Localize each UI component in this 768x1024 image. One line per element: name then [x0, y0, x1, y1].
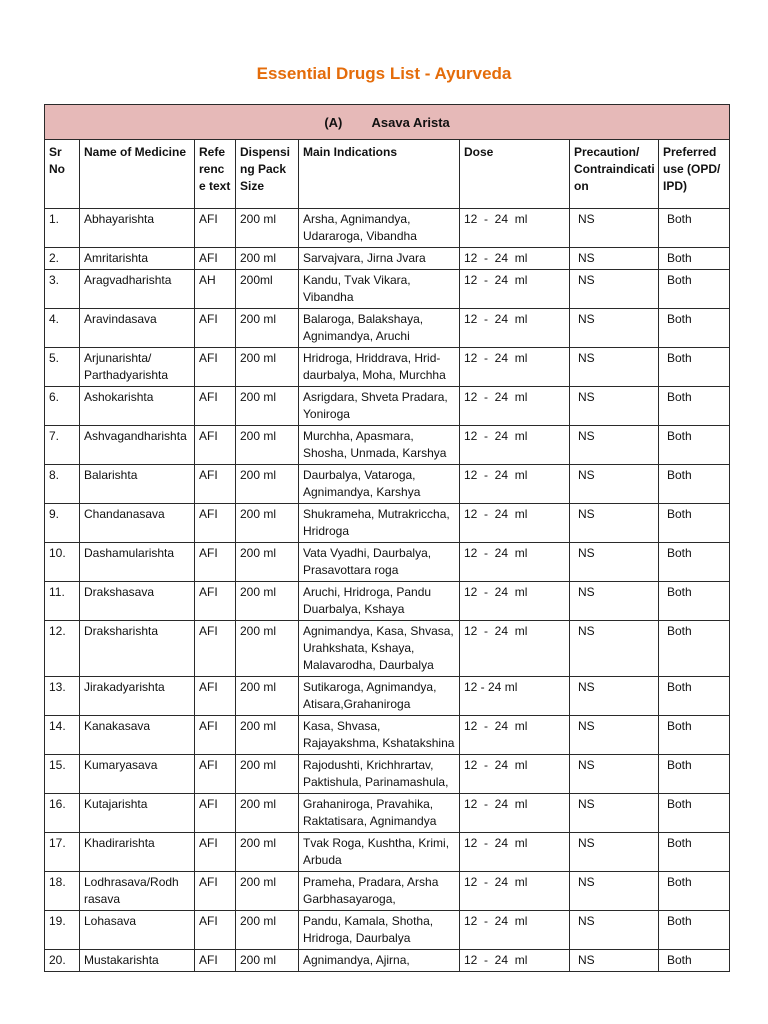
sr-no-cell: 7.: [45, 426, 80, 465]
table-row: [45, 248, 730, 270]
reference-cell: AFI: [195, 387, 236, 426]
medicine-name-cell: Chandanasava: [80, 504, 195, 543]
precaution-cell: NS: [570, 387, 659, 426]
dose-cell: 12 - 24 ml: [460, 950, 570, 972]
pack-size-cell: 200 ml: [236, 504, 299, 543]
table-row: [45, 794, 730, 833]
precaution-cell: NS: [570, 677, 659, 716]
table-row: [45, 465, 730, 504]
preferred-use-cell: Both: [659, 209, 730, 248]
sr-no-cell: 3.: [45, 270, 80, 309]
indications-cell: Kasa, Shvasa, Rajayakshma, Kshatakshina: [299, 716, 460, 755]
section-code: (A): [324, 114, 343, 130]
pack-size-cell: 200 ml: [236, 309, 299, 348]
medicine-name-cell: Dashamularishta: [80, 543, 195, 582]
dose-cell: 12 - 24 ml: [460, 755, 570, 794]
pack-size-cell: 200ml: [236, 270, 299, 309]
header-dose: Dose: [460, 140, 570, 209]
pack-size-cell: 200 ml: [236, 209, 299, 248]
dose-cell: 12 - 24 ml: [460, 543, 570, 582]
table-row: [45, 950, 730, 972]
preferred-use-cell: Both: [659, 543, 730, 582]
sr-no-cell: 4.: [45, 309, 80, 348]
reference-cell: AFI: [195, 582, 236, 621]
indications-cell: Daurbalya, Vataroga, Agnimandya, Karshya: [299, 465, 460, 504]
pack-size-cell: 200 ml: [236, 248, 299, 270]
dose-cell: 12 - 24 ml: [460, 794, 570, 833]
table-row: [45, 309, 730, 348]
preferred-use-cell: Both: [659, 833, 730, 872]
medicine-name-cell: Kutajarishta: [80, 794, 195, 833]
table-row: [45, 755, 730, 794]
pack-size-cell: 200 ml: [236, 872, 299, 911]
medicine-name-cell: Aravindasava: [80, 309, 195, 348]
sr-no-cell: 14.: [45, 716, 80, 755]
indications-cell: Shukrameha, Mutrakriccha, Hridroga: [299, 504, 460, 543]
header-medicine-name: Name of Medicine: [80, 140, 195, 209]
section-heading: [45, 105, 730, 140]
reference-cell: AFI: [195, 755, 236, 794]
preferred-use-cell: Both: [659, 621, 730, 677]
reference-cell: AFI: [195, 911, 236, 950]
indications-cell: Pandu, Kamala, Shotha, Hridroga, Daurbalya: [299, 911, 460, 950]
reference-cell: AFI: [195, 543, 236, 582]
reference-cell: AFI: [195, 716, 236, 755]
sr-no-cell: 9.: [45, 504, 80, 543]
precaution-cell: NS: [570, 209, 659, 248]
preferred-use-cell: Both: [659, 309, 730, 348]
dose-cell: 12 - 24 ml: [460, 504, 570, 543]
indications-cell: Hridroga, Hriddrava, Hrid-daurbalya, Moha, Murchha: [299, 348, 460, 387]
preferred-use-cell: Both: [659, 504, 730, 543]
dose-cell: 12 - 24 ml: [460, 209, 570, 248]
indications-cell: Tvak Roga, Kushtha, Krimi, Arbuda: [299, 833, 460, 872]
preferred-use-cell: Both: [659, 716, 730, 755]
pack-size-cell: 200 ml: [236, 911, 299, 950]
table-row: [45, 426, 730, 465]
table-row: [45, 504, 730, 543]
preferred-use-cell: Both: [659, 270, 730, 309]
pack-size-cell: 200 ml: [236, 426, 299, 465]
precaution-cell: NS: [570, 911, 659, 950]
medicine-name-cell: Abhayarishta: [80, 209, 195, 248]
indications-cell: Agnimandya, Kasa, Shvasa, Urahkshata, Kshaya, Malavarodha, Daurbalya: [299, 621, 460, 677]
section-header-row: [45, 105, 730, 140]
pack-size-cell: 200 ml: [236, 950, 299, 972]
reference-cell: AFI: [195, 426, 236, 465]
pack-size-cell: 200 ml: [236, 794, 299, 833]
medicine-name-cell: Khadirarishta: [80, 833, 195, 872]
medicine-name-cell: Ashokarishta: [80, 387, 195, 426]
medicine-name-cell: Jirakadyarishta: [80, 677, 195, 716]
indications-cell: Grahaniroga, Pravahika, Raktatisara, Agnimandya: [299, 794, 460, 833]
medicine-name-cell: Lohasava: [80, 911, 195, 950]
table-row: [45, 833, 730, 872]
dose-cell: 12 - 24 ml: [460, 833, 570, 872]
sr-no-cell: 2.: [45, 248, 80, 270]
reference-cell: AFI: [195, 794, 236, 833]
header-sr-no: Sr No: [45, 140, 80, 209]
table-row: [45, 543, 730, 582]
medicine-name-cell: Draksharishta: [80, 621, 195, 677]
dose-cell: 12 - 24 ml: [460, 348, 570, 387]
table-body: [45, 209, 730, 972]
pack-size-cell: 200 ml: [236, 677, 299, 716]
medicine-name-cell: Aragvadharishta: [80, 270, 195, 309]
indications-cell: Vata Vyadhi, Daurbalya, Prasavottara roga: [299, 543, 460, 582]
precaution-cell: NS: [570, 270, 659, 309]
reference-cell: AFI: [195, 621, 236, 677]
preferred-use-cell: Both: [659, 582, 730, 621]
document-title: Essential Drugs List - Ayurveda: [256, 64, 512, 83]
header-main-indications: Main Indications: [299, 140, 460, 209]
header-reference-text: Refe renc e text: [195, 140, 236, 209]
reference-cell: AFI: [195, 465, 236, 504]
indications-cell: Balaroga, Balakshaya, Agnimandya, Aruchi: [299, 309, 460, 348]
medicine-name-cell: Kanakasava: [80, 716, 195, 755]
sr-no-cell: 15.: [45, 755, 80, 794]
precaution-cell: NS: [570, 755, 659, 794]
header-pack-size: Dispensi ng Pack Size: [236, 140, 299, 209]
medicine-name-cell: Arjunarishta/ Parthadyarishta: [80, 348, 195, 387]
indications-cell: Asrigdara, Shveta Pradara, Yoniroga: [299, 387, 460, 426]
reference-cell: AFI: [195, 309, 236, 348]
sr-no-cell: 10.: [45, 543, 80, 582]
reference-cell: AFI: [195, 504, 236, 543]
table-row: [45, 677, 730, 716]
drugs-table: [44, 104, 730, 972]
precaution-cell: NS: [570, 426, 659, 465]
table-row: [45, 270, 730, 309]
precaution-cell: NS: [570, 504, 659, 543]
dose-cell: 12 - 24 ml: [460, 582, 570, 621]
preferred-use-cell: Both: [659, 465, 730, 504]
table-row: [45, 872, 730, 911]
indications-cell: Sutikaroga, Agnimandya, Atisara,Grahaniroga: [299, 677, 460, 716]
table-row: [45, 209, 730, 248]
medicine-name-cell: Kumaryasava: [80, 755, 195, 794]
table-row: [45, 582, 730, 621]
pack-size-cell: 200 ml: [236, 465, 299, 504]
indications-cell: Arsha, Agnimandya, Udararoga, Vibandha: [299, 209, 460, 248]
reference-cell: AFI: [195, 950, 236, 972]
sr-no-cell: 8.: [45, 465, 80, 504]
medicine-name-cell: Drakshasava: [80, 582, 195, 621]
column-header-row: [45, 140, 730, 209]
pack-size-cell: 200 ml: [236, 387, 299, 426]
precaution-cell: NS: [570, 872, 659, 911]
dose-cell: 12 - 24 ml: [460, 270, 570, 309]
sr-no-cell: 6.: [45, 387, 80, 426]
preferred-use-cell: Both: [659, 755, 730, 794]
preferred-use-cell: Both: [659, 387, 730, 426]
indications-cell: Prameha, Pradara, Arsha Garbhasayaroga,: [299, 872, 460, 911]
reference-cell: AFI: [195, 677, 236, 716]
sr-no-cell: 11.: [45, 582, 80, 621]
pack-size-cell: 200 ml: [236, 621, 299, 677]
pack-size-cell: 200 ml: [236, 755, 299, 794]
preferred-use-cell: Both: [659, 950, 730, 972]
sr-no-cell: 12.: [45, 621, 80, 677]
sr-no-cell: 20.: [45, 950, 80, 972]
precaution-cell: NS: [570, 248, 659, 270]
indications-cell: Agnimandya, Ajirna,: [299, 950, 460, 972]
dose-cell: 12 - 24 ml: [460, 248, 570, 270]
reference-cell: AFI: [195, 348, 236, 387]
pack-size-cell: 200 ml: [236, 833, 299, 872]
pack-size-cell: 200 ml: [236, 543, 299, 582]
medicine-name-cell: Balarishta: [80, 465, 195, 504]
dose-cell: 12 - 24 ml: [460, 387, 570, 426]
indications-cell: Murchha, Apasmara, Shosha, Unmada, Karshya: [299, 426, 460, 465]
sr-no-cell: 13.: [45, 677, 80, 716]
dose-cell: 12 - 24 ml: [460, 911, 570, 950]
reference-cell: AFI: [195, 872, 236, 911]
table-row: [45, 387, 730, 426]
reference-cell: AFI: [195, 209, 236, 248]
dose-cell: 12 - 24 ml: [460, 677, 570, 716]
indications-cell: Kandu, Tvak Vikara, Vibandha: [299, 270, 460, 309]
dose-cell: 12 - 24 ml: [460, 872, 570, 911]
pack-size-cell: 200 ml: [236, 348, 299, 387]
preferred-use-cell: Both: [659, 872, 730, 911]
precaution-cell: NS: [570, 833, 659, 872]
precaution-cell: NS: [570, 582, 659, 621]
medicine-name-cell: Ashvagandharishta: [80, 426, 195, 465]
reference-cell: AFI: [195, 833, 236, 872]
precaution-cell: NS: [570, 543, 659, 582]
dose-cell: 12 - 24 ml: [460, 621, 570, 677]
reference-cell: AFI: [195, 248, 236, 270]
preferred-use-cell: Both: [659, 794, 730, 833]
dose-cell: 12 - 24 ml: [460, 426, 570, 465]
precaution-cell: NS: [570, 465, 659, 504]
precaution-cell: NS: [570, 716, 659, 755]
medicine-name-cell: Mustakarishta: [80, 950, 195, 972]
preferred-use-cell: Both: [659, 348, 730, 387]
indications-cell: Sarvajvara, Jirna Jvara: [299, 248, 460, 270]
preferred-use-cell: Both: [659, 677, 730, 716]
precaution-cell: NS: [570, 309, 659, 348]
table-row: [45, 348, 730, 387]
sr-no-cell: 17.: [45, 833, 80, 872]
indications-cell: Rajodushti, Krichhrartav, Paktishula, Parinamashula,: [299, 755, 460, 794]
preferred-use-cell: Both: [659, 248, 730, 270]
sr-no-cell: 5.: [45, 348, 80, 387]
pack-size-cell: 200 ml: [236, 582, 299, 621]
section-name: Asava Arista: [371, 114, 450, 130]
dose-cell: 12 - 24 ml: [460, 716, 570, 755]
header-preferred-use: Preferred use (OPD/ IPD): [659, 140, 730, 209]
reference-cell: AH: [195, 270, 236, 309]
medicine-name-cell: Lodhrasava/Rodh rasava: [80, 872, 195, 911]
sr-no-cell: 16.: [45, 794, 80, 833]
table-row: [45, 621, 730, 677]
preferred-use-cell: Both: [659, 426, 730, 465]
pack-size-cell: 200 ml: [236, 716, 299, 755]
table-row: [45, 716, 730, 755]
dose-cell: 12 - 24 ml: [460, 309, 570, 348]
sr-no-cell: 18.: [45, 872, 80, 911]
header-precaution: Precaution/ Contraindicati on: [570, 140, 659, 209]
dose-cell: 12 - 24 ml: [460, 465, 570, 504]
sr-no-cell: 1.: [45, 209, 80, 248]
precaution-cell: NS: [570, 621, 659, 677]
precaution-cell: NS: [570, 950, 659, 972]
sr-no-cell: 19.: [45, 911, 80, 950]
medicine-name-cell: Amritarishta: [80, 248, 195, 270]
preferred-use-cell: Both: [659, 911, 730, 950]
indications-cell: Aruchi, Hridroga, Pandu Duarbalya, Kshaya: [299, 582, 460, 621]
table-row: [45, 911, 730, 950]
precaution-cell: NS: [570, 348, 659, 387]
precaution-cell: NS: [570, 794, 659, 833]
